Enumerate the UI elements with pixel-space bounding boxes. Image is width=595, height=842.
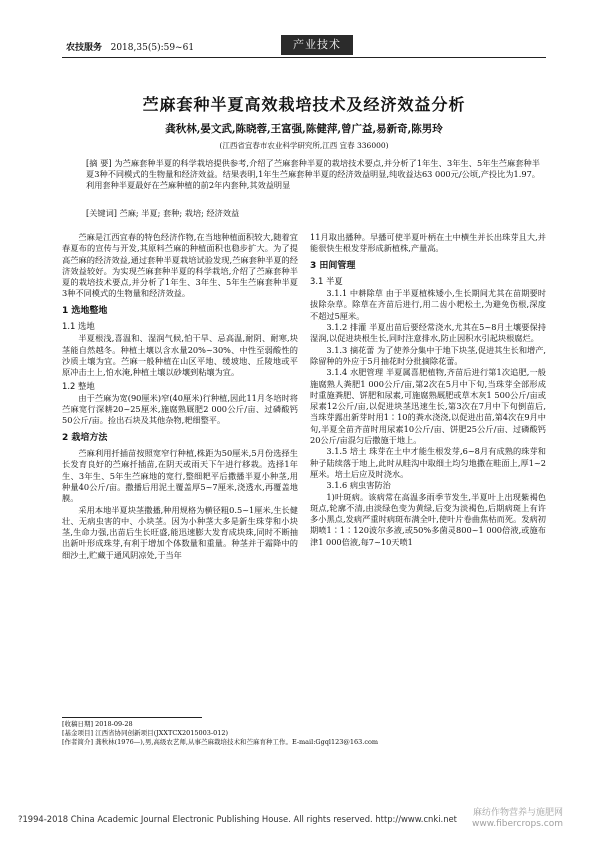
paragraph: 3.1.1 中耕除草 由于半夏植株矮小,生长期间尤其在苗期要时拔除杂草。除草在齐苗后进行,用二齿小耙松土,为避免伤根,深度不超过5厘米。: [310, 288, 546, 321]
paragraph: 苎麻是江西宜春的特色经济作物,在当地种植面积较大,随着宜春夏布的宣传与开发,其原料苎麻的种植面积也稳步扩大。为了提高苎麻的经济效益,通过套种半夏栽培试验发现,苎麻套种半夏的经济效益较好。为实现苎麻套种半夏的科学栽培,介绍了苎麻套种半夏的栽培技术要点,并分析了1年生、3年生、5年生苎麻套种半夏3种不同模式的生物量和经济效益。: [62, 232, 298, 299]
paragraph: 由于苎麻为宽(90厘米)窄(40厘米)行种植,因此11月冬培时将苎麻宽行深耕20~25厘米,施腐熟厩肥2 000公斤/亩、过磷酸钙50公斤/亩。捡出石块及其他杂物,耙细整平。: [62, 392, 298, 426]
footnote-received: [收稿日期] 2018-09-28: [62, 720, 133, 728]
section-heading: 1 选地整地: [62, 305, 108, 316]
paragraph: 1)叶斑病。该病常在高温多雨季节发生,半夏叶上出现紫褐色斑点,轮廓不清,由淡绿色变为黄绿,后变为淡褐色,后期病斑上有许多小黑点,发病严重时病斑布满全叶,使叶片卷曲焦枯而死。发病初期喷1∶1∶120波尔多液,或50%多菌灵800~1 000倍液,或施布津1 000倍液,每7~10天喷1: [310, 491, 546, 547]
section-heading: 3.1 半夏: [310, 275, 343, 286]
footnote-author: [作者简介] 龚秋林(1976—),男,高级农艺师,从事苎麻栽培技术和苎麻育种工作。E-mail:Ggql123@163.com: [62, 738, 379, 746]
section-heading: 1.2 整地: [62, 380, 95, 391]
left-column: [62, 232, 298, 561]
paragraph: 半夏根浅,喜温和、湿润气候,怕干旱、忌高温,耐阴、耐寒,块茎能自然越冬。种植土壤以含水量20%~30%、中性至弱酸性的沙质土壤为宜。苎麻一般种植在山区平地、缓坡地、丘陵地或平原冲击土上,怕水淹,种植土壤以砂壤到粘壤为宜。: [62, 333, 298, 378]
section-heading: 1.1 选地: [62, 321, 95, 332]
section-heading: 2 栽培方法: [62, 432, 108, 443]
copyright-line: ?1994-2018 China Academic Journal Electronic Publishing House. All rights reserved. http://www.cnki.net: [18, 814, 457, 824]
section-tag: 产业技术: [281, 35, 353, 55]
paragraph: 3.1.4 水肥管理 半夏属喜肥植物,齐苗后进行第1次追肥,一般施腐熟人粪肥1 000公斤/亩,第2次在5月中下旬,当珠芽全部形成时重施粪肥、饼肥和尿素,可施腐熟厩肥或草木灰1 500公斤/亩或尿素12公斤/亩,以促进块茎迅速生长,第3次在7月中下旬倒苗后,当珠芽露出新芽时用1∶10的粪水浇浇,以促进出苗,第4次在9月中旬,半夏全苗齐苗时用尿素10公斤/亩、饼肥25公斤/亩、过磷酸钙20公斤/亩混匀后撒施于地上。: [310, 367, 546, 446]
paragraph: 11月取出播种。早播可使半夏叶柄在土中横生并长出珠芽且大,并能很快生根发芽形成新植株,产量高。: [310, 232, 546, 254]
paragraph: 苎麻利用扦插苗按照宽窄行种植,株距为50厘米,5月份选择生长发育良好的苎麻扦插苗,在阴天或雨天下午进行移栽。选择1年生、3年生、5年生苎麻地的宽行,整细耙平后撒播半夏小种茎,用种量40公斤/亩。撒播后用泥土覆盖厚5~7厘米,浇透水,再覆盖地膜。: [62, 448, 298, 504]
paper-title: 苎麻套种半夏高效栽培技术及经济效益分析: [142, 95, 466, 114]
watermark-line1: 麻纺作物营养与施肥网: [472, 808, 563, 818]
paragraph: 3.1.3 摘花蕾 为了使养分集中于地下块茎,促进其生长和增产,除留种的外应于5月抽花时分批摘除花蕾。: [310, 344, 546, 366]
header-rule: [62, 57, 546, 58]
paper-abstract: [摘 要] 为苎麻套种半夏的科学栽培提供参考,介绍了苎麻套种半夏的栽培技术要点,并分析了1年生、3年生、5年生苎麻套种半夏3种不同模式的生物量和经济效益。结果表明,1年生苎麻套种半夏的经济效益明显,纯收益达63 000元/公顷,产投比为1.97。利用套种半夏最好在苎麻种植的前2年内套种,其效益明显: [86, 158, 540, 190]
right-column: [310, 232, 546, 548]
journal-name: 农技服务: [66, 43, 103, 53]
paper-affiliation: (江西省宜春市农业科学研究所,江西 宜春 336000): [219, 141, 389, 150]
paper-authors: 龚秋林,晏文武,陈晓蓉,王富强,陈健萍,曾广益,易新奇,陈男玲: [165, 123, 443, 135]
site-watermark: [472, 808, 563, 830]
paragraph: 3.1.5 培土 珠芽在土中才能生根发芽,6~8月有成熟的珠芽和种子陆续落于地上,此时从畦沟中取细土均匀地撒在畦面上,厚1~2厘米。培土后应及时浇水。: [310, 446, 546, 479]
footnote: [62, 720, 546, 747]
journal-header: [66, 40, 194, 53]
paragraph: 采用本地半夏块茎撒播,种用规格为横径粗0.5~1厘米,生长健壮、无病虫害的中、小块茎。因为小种茎大多是新生珠芽和小块茎,生命力强,出苗后生长旺盛,能迅速膨大发育成块珠,同时不断抽出新叶形成珠芽,有利于增加个体数量和重量。种茎并于霜降中的细沙土,贮藏于通风阴凉处,于当年: [62, 504, 298, 560]
watermark-line2: www.fibercrops.com: [472, 819, 563, 829]
paper-keywords: [关键词] 苎麻; 半夏; 套种; 栽培; 经济效益: [86, 208, 240, 218]
paragraph: 3.1.2 排灌 半夏出苗后要经常浇水,尤其在5~8月土壤要保持湿润,以促进块根生长,同时注意排水,防止因积水引起块根腐烂。: [310, 322, 546, 344]
section-heading: 3 田间管理: [310, 260, 356, 271]
journal-citation: 2018,35(5):59~61: [110, 43, 195, 53]
paragraph: 3.1.6 病虫害防治: [326, 480, 391, 491]
footnote-rule: [62, 717, 202, 718]
footnote-fund: [基金项目] 江西省协同创新项目(JXXTCX2015003-012): [62, 729, 229, 737]
